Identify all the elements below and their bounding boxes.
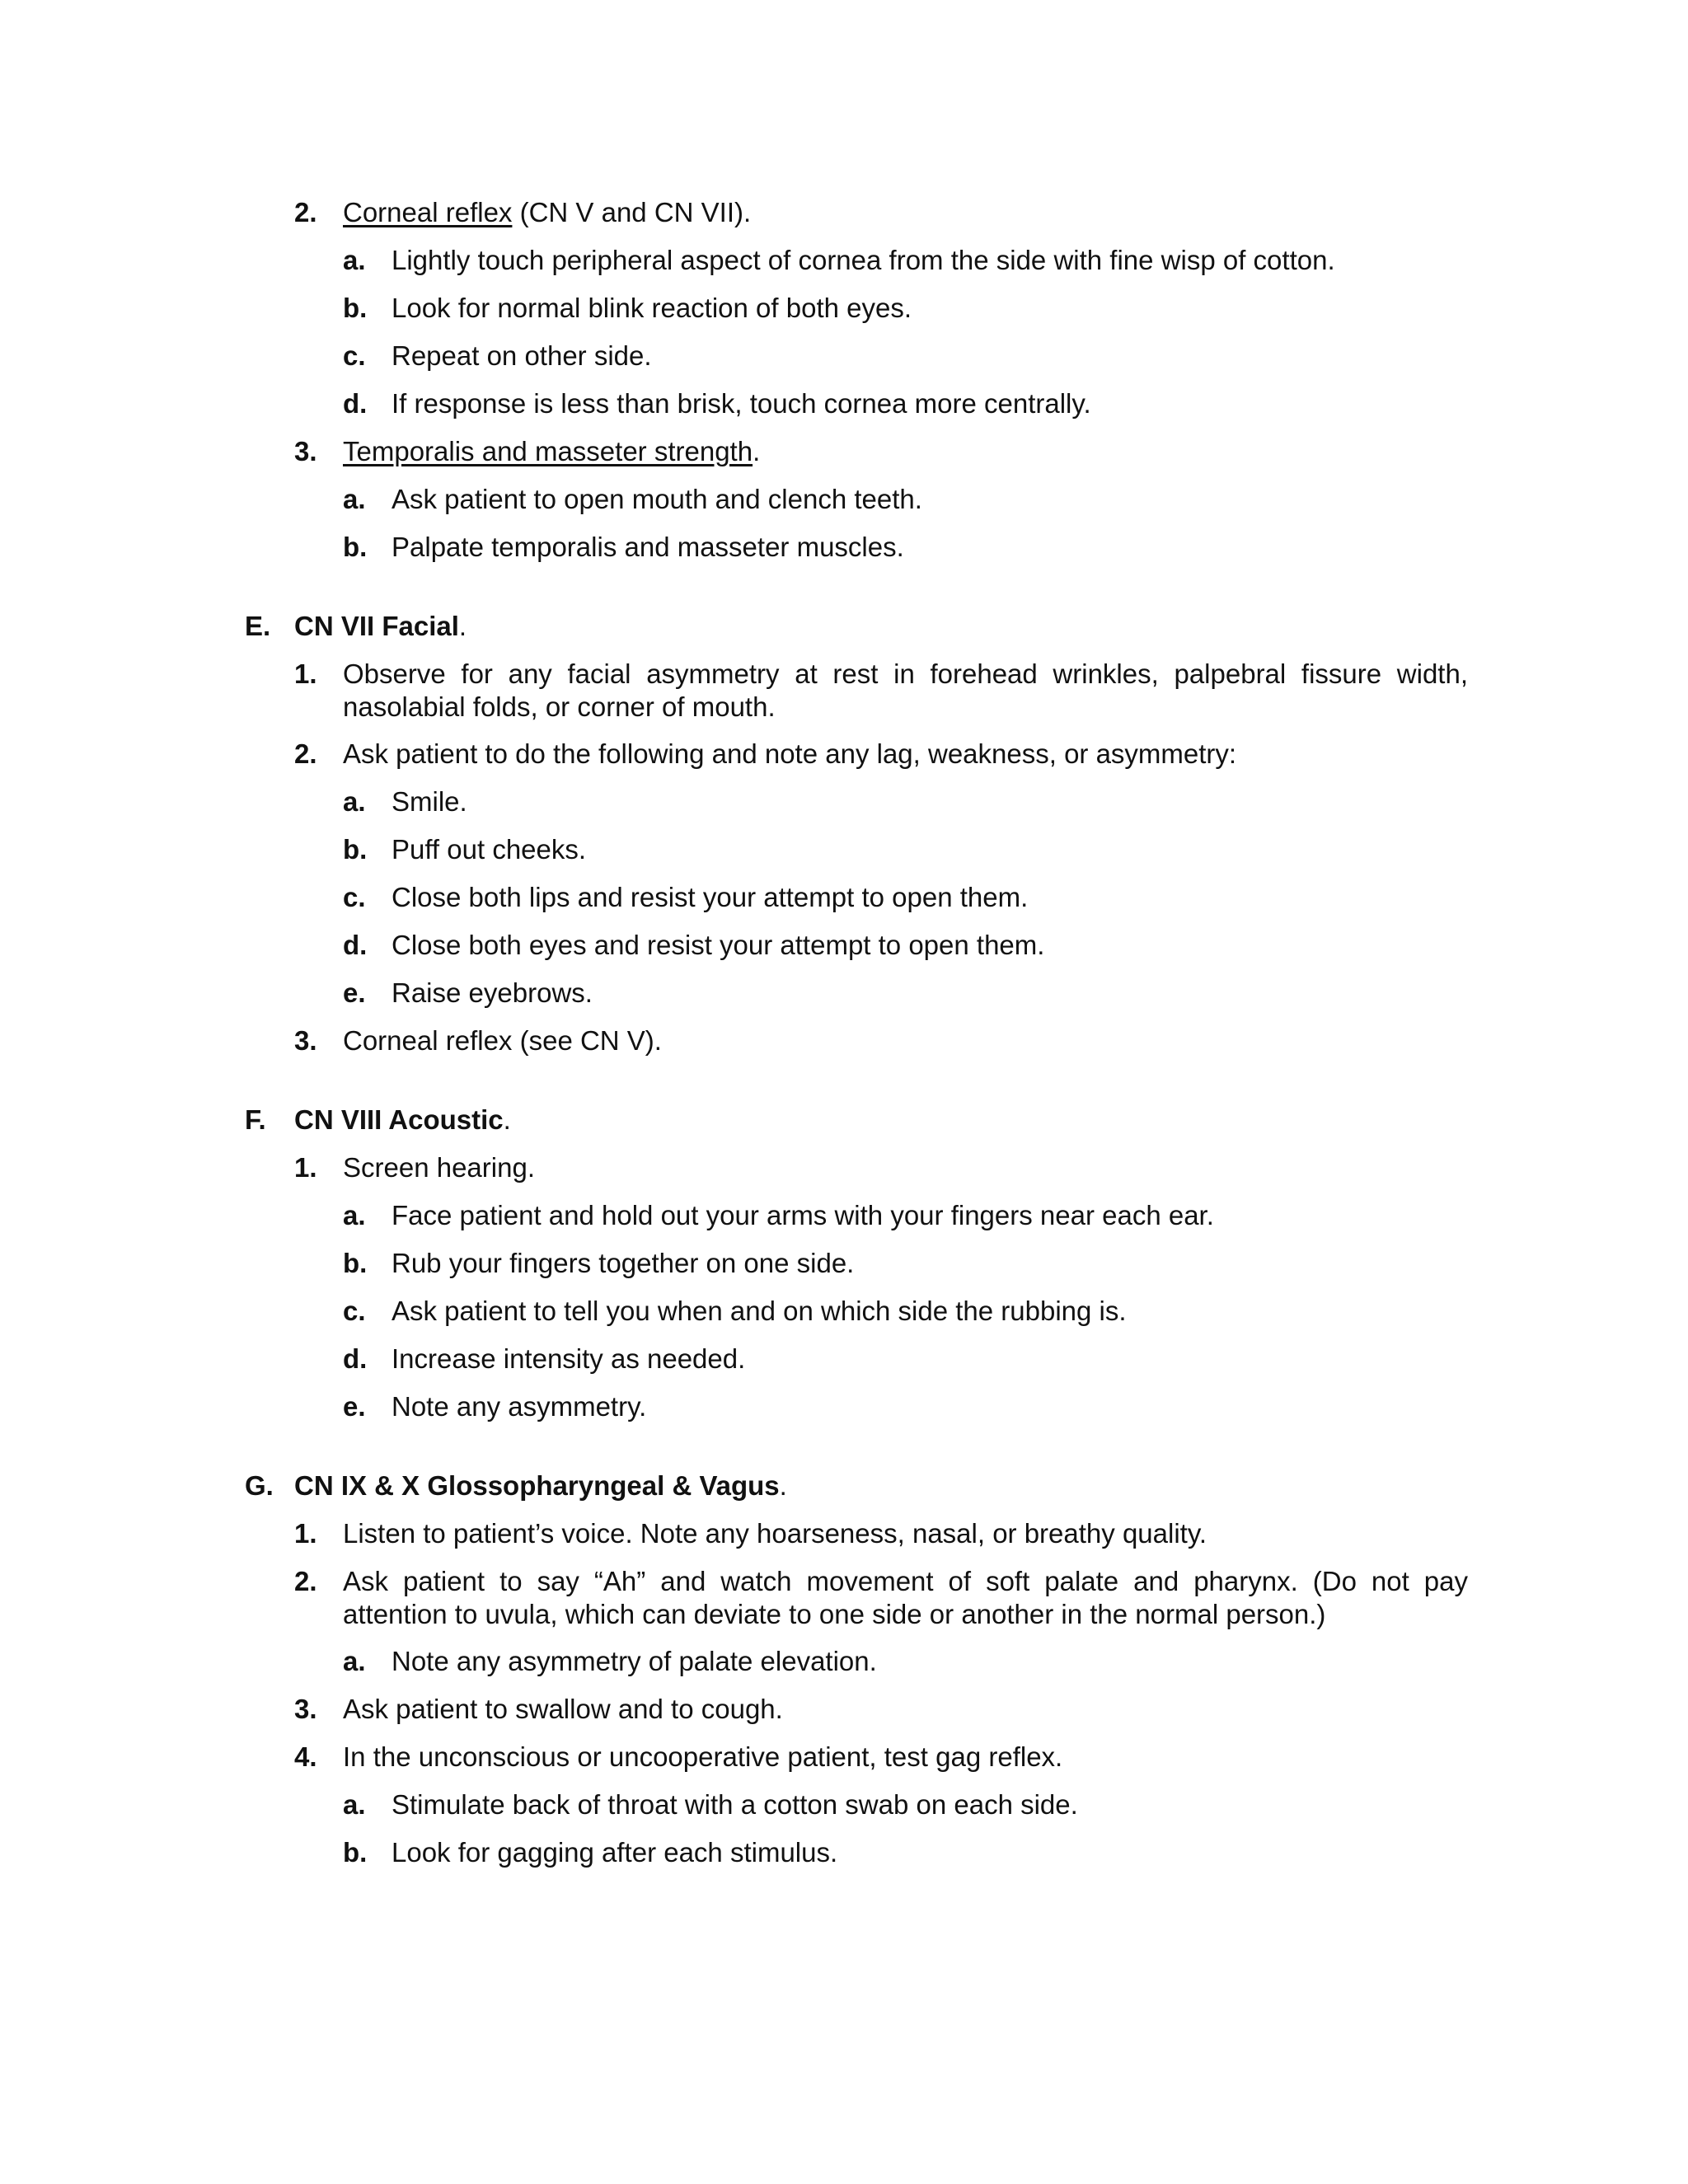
item-text: Ask patient to do the following and note any lag, weakness, or asymmetry:: [343, 738, 1237, 769]
subitem-text: Smile.: [392, 786, 467, 817]
item-rest: (CN V and CN VII).: [512, 197, 752, 227]
item-number: 1.: [294, 658, 317, 689]
subitem-letter: c.: [343, 1296, 366, 1326]
subitem-letter: d.: [343, 930, 368, 960]
subitem-letter: a.: [343, 484, 366, 514]
item-text: [343, 435, 760, 468]
subitem-text: Rub your fingers together on one side.: [392, 1248, 855, 1278]
subitem-letter: c.: [343, 882, 366, 912]
subitem-text: Lightly touch peripheral aspect of cornea from the side with fine wisp of cotton.: [392, 245, 1335, 275]
subitem-letter: a.: [343, 245, 366, 275]
item-number: 3.: [294, 436, 317, 466]
subitem-letter: e.: [343, 1391, 366, 1422]
item-number: 2.: [294, 738, 317, 769]
item-number: 3.: [294, 1694, 317, 1724]
item-text: [343, 196, 751, 229]
subitem-text: Raise eyebrows.: [392, 977, 593, 1008]
item-rest: .: [753, 436, 761, 466]
subitem-letter: b.: [343, 293, 368, 323]
subitem-letter: b.: [343, 1837, 368, 1868]
item-text: Ask patient to swallow and to cough.: [343, 1694, 783, 1724]
item-title: Temporalis and masseter strength: [343, 436, 753, 466]
subitem-text: Close both lips and resist your attempt to open them.: [392, 882, 1029, 912]
item-text: In the unconscious or uncooperative patient, test gag reflex.: [343, 1741, 1063, 1772]
item-number: 2.: [294, 197, 317, 227]
subitem-text: Ask patient to open mouth and clench teeth.: [392, 484, 922, 514]
subitem-letter: a.: [343, 786, 366, 817]
subitem-text: Puff out cheeks.: [392, 834, 587, 865]
subitem-text: Palpate temporalis and masseter muscles.: [392, 532, 904, 562]
subitem-text: Stimulate back of throat with a cotton swab on each side.: [392, 1789, 1078, 1820]
subitem-letter: d.: [343, 388, 368, 419]
item-text: Ask patient to say “Ah” and watch movement of soft palate and pharynx. (Do not pay attention to uvula, which can deviate to one side or another in the normal person.): [343, 1566, 1468, 1629]
subitem-text: If response is less than brisk, touch cornea more centrally.: [392, 388, 1091, 419]
section-letter: G.: [245, 1470, 274, 1501]
item-number: 4.: [294, 1741, 317, 1772]
item-text: Corneal reflex (see CN V).: [343, 1025, 662, 1056]
subitem-letter: b.: [343, 1248, 368, 1278]
subitem-text: Ask patient to tell you when and on which side the rubbing is.: [392, 1296, 1127, 1326]
subitem-letter: b.: [343, 834, 368, 865]
item-text: Screen hearing.: [343, 1152, 535, 1183]
subitem-letter: d.: [343, 1343, 368, 1374]
item-text: Listen to patient’s voice. Note any hoarseness, nasal, or breathy quality.: [343, 1518, 1207, 1549]
subitem-text: Repeat on other side.: [392, 340, 652, 371]
section-title: CN VII Facial.: [294, 611, 467, 641]
subitem-text: Note any asymmetry of palate elevation.: [392, 1646, 877, 1676]
section-title: CN VIII Acoustic.: [294, 1104, 511, 1135]
item-number: 1.: [294, 1152, 317, 1183]
subitem-text: Increase intensity as needed.: [392, 1343, 746, 1374]
subitem-text: Look for gagging after each stimulus.: [392, 1837, 838, 1868]
item-number: 1.: [294, 1518, 317, 1549]
item-number: 3.: [294, 1025, 317, 1056]
subitem-text: Note any asymmetry.: [392, 1391, 647, 1422]
section-letter: E.: [245, 611, 271, 641]
subitem-text: Look for normal blink reaction of both eyes.: [392, 293, 912, 323]
subitem-text: Close both eyes and resist your attempt to open them.: [392, 930, 1045, 960]
section-title: CN IX & X Glossopharyngeal & Vagus.: [294, 1470, 787, 1501]
section-letter: F.: [245, 1104, 266, 1135]
subitem-letter: c.: [343, 340, 366, 371]
subitem-letter: e.: [343, 977, 366, 1008]
item-text: Observe for any facial asymmetry at rest in forehead wrinkles, palpebral fissure width, nasolabial folds, or corner of mouth.: [343, 658, 1468, 722]
subitem-letter: a.: [343, 1646, 366, 1676]
subitem-letter: a.: [343, 1789, 366, 1820]
item-number: 2.: [294, 1566, 317, 1596]
subitem-letter: a.: [343, 1200, 366, 1230]
subitem-text: Face patient and hold out your arms with your fingers near each ear.: [392, 1200, 1214, 1230]
item-title: Corneal reflex: [343, 197, 513, 227]
subitem-letter: b.: [343, 532, 368, 562]
